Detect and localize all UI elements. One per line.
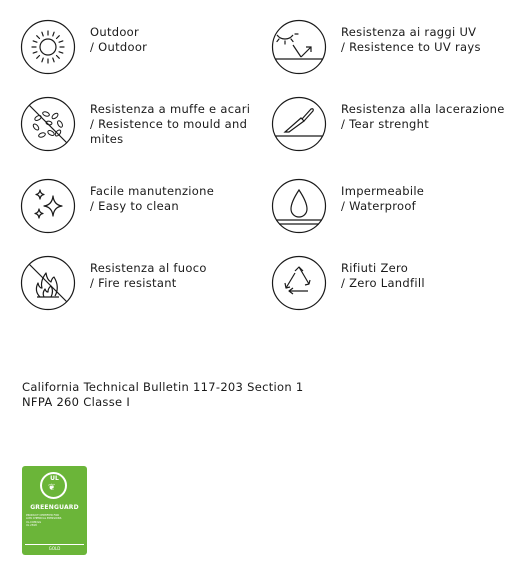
feature-label-it: Resistenza al fuoco [90, 261, 207, 275]
feature-label-it: Rifiuti Zero [341, 261, 409, 275]
feature-label-en: / Resistence to UV rays [341, 40, 481, 54]
feature-label-en: / Resistence to mould and mites [90, 117, 248, 146]
certification-line: NFPA 260 Classe I [22, 395, 131, 409]
feature-outdoor [20, 19, 270, 75]
certification-line: California Technical Bulletin 117-203 Section 1 [22, 380, 304, 394]
certifications [22, 380, 304, 410]
feature-waterproof [271, 178, 516, 234]
feature-label-it: Impermeabile [341, 184, 425, 198]
badge-fine-line: LOW CHEMICAL EMISSIONS [26, 517, 62, 521]
feature-uv-resistance [271, 19, 516, 75]
feature-label-it: Facile manutenzione [90, 184, 215, 198]
no-mould-mites-icon [20, 96, 76, 152]
badge-fine-line: UL.COM/GG [26, 520, 42, 524]
recycle-icon [271, 255, 327, 311]
feature-label-it: Resistenza a muffe e acari [90, 102, 251, 116]
feature-label-en: / Waterproof [341, 199, 417, 213]
greenguard-badge [22, 466, 87, 555]
leaf-icon: ❦ [48, 483, 56, 493]
feature-label-en: / Tear strenght [341, 117, 430, 131]
badge-name: GREENGUARD [30, 504, 79, 511]
feature-label-en: / Zero Landfill [341, 276, 425, 290]
feature-easy-clean [20, 178, 270, 234]
sun-icon [20, 19, 76, 75]
feature-tear-strength [271, 96, 516, 152]
badge-level: GOLD [25, 544, 84, 552]
badge-fine-print [26, 514, 83, 528]
feature-zero-landfill [271, 255, 516, 311]
feature-label-it: Resistenza alla lacerazione [341, 102, 505, 116]
feature-label-en: / Easy to clean [90, 199, 179, 213]
feature-label-it: Outdoor [90, 25, 140, 39]
feature-mould-mites [20, 96, 270, 152]
feature-fire-resistant [20, 255, 270, 311]
feature-label-en: / Fire resistant [90, 276, 177, 290]
sparkle-icon [20, 178, 76, 234]
no-fire-icon [20, 255, 76, 311]
knife-icon [271, 96, 327, 152]
feature-label-en: / Outdoor [90, 40, 148, 54]
water-drop-icon [271, 178, 327, 234]
badge-fine-line: UL 2818 [26, 524, 37, 528]
feature-label-it: Resistenza ai raggi UV [341, 25, 477, 39]
uv-rays-icon [271, 19, 327, 75]
badge-fine-line: PRODUCT CERTIFIED FOR [26, 514, 59, 517]
badge-ul: UL [50, 475, 59, 482]
